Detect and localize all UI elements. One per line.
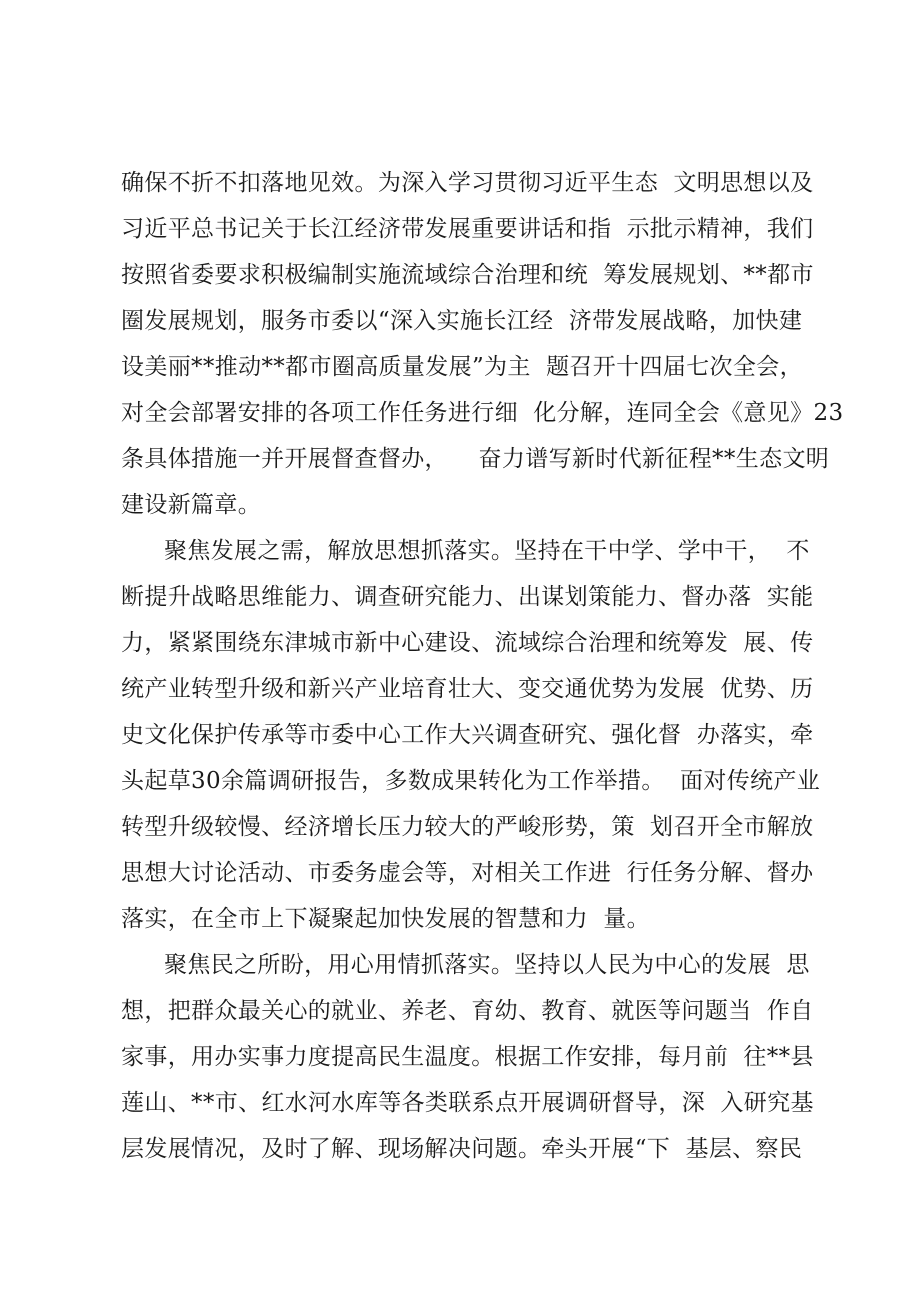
text-line: 落实，在全市上下凝聚起加快发展的智慧和力 量。 <box>121 906 651 932</box>
text-line: 建设新篇章。 <box>121 492 262 518</box>
text-line: 设美丽**推动**都市圈高质量发展”为主 题召开十四届七次全会， <box>121 354 803 380</box>
text-line: 思想大讨论活动、市委务虚会等，对相关工作进 行任务分解、督办 <box>121 860 814 886</box>
text-line: 断提升战略思维能力、调查研究能力、出谋划策能力、督办落 实能 <box>121 584 814 610</box>
document-body <box>121 160 844 1172</box>
text-line: 习近平总书记关于长江经济带发展重要讲话和指 示批示精神，我们 <box>121 216 814 242</box>
paragraph-implementation <box>121 160 844 528</box>
text-line: 聚焦发展之需，解放思想抓落实。坚持在干中学、学中干， 不 <box>164 538 810 564</box>
text-line: 转型升级较慢、经济增长压力较大的严峻形势，策 划召开全市解放 <box>121 814 814 840</box>
text-line: 头起草30余篇调研报告，多数成果转化为工作举措。 面对传统产业 <box>121 768 821 794</box>
text-line: 对全会部署安排的各项工作任务进行细 化分解，连同全会《意见》23 <box>121 400 844 426</box>
text-line: 统产业转型升级和新兴产业培育壮大、变交通优势为发展 优势、历 <box>121 676 814 702</box>
paragraph-peoples-expectations <box>121 942 814 1172</box>
paragraph-development-needs <box>121 528 821 942</box>
text-line: 按照省委要求积极编制实施流域综合治理和统 筹发展规划、**都市 <box>121 262 814 288</box>
text-line: 莲山、**市、红水河水库等各类联系点开展调研督导，深 入研究基 <box>121 1090 814 1116</box>
text-line: 条具体措施一并开展督查督办， 奋力谱写新时代新征程**生态文明 <box>121 446 830 472</box>
text-line: 确保不折不扣落地见效。为深入学习贯彻习近平生态 文明思想以及 <box>121 170 814 196</box>
text-line: 想，把群众最关心的就业、养老、育幼、教育、就医等问题当 作自 <box>121 998 814 1024</box>
text-line: 史文化保护传承等市委中心工作大兴调查研究、强化督 办落实，牵 <box>121 722 814 748</box>
text-line: 聚焦民之所盼，用心用情抓落实。坚持以人民为中心的发展 思 <box>164 952 810 978</box>
text-line: 力，紧紧围绕东津城市新中心建设、流域综合治理和统筹发 展、传 <box>121 630 814 656</box>
text-line: 圈发展规划，服务市委以“深入实施长江经 济带发展战略，加快建 <box>121 308 803 334</box>
text-line: 家事，用办实事力度提高民生温度。根据工作安排，每月前 往**县 <box>121 1044 814 1070</box>
text-line: 层发展情况，及时了解、现场解决问题。牵头开展“下 基层、察民 <box>121 1136 803 1162</box>
